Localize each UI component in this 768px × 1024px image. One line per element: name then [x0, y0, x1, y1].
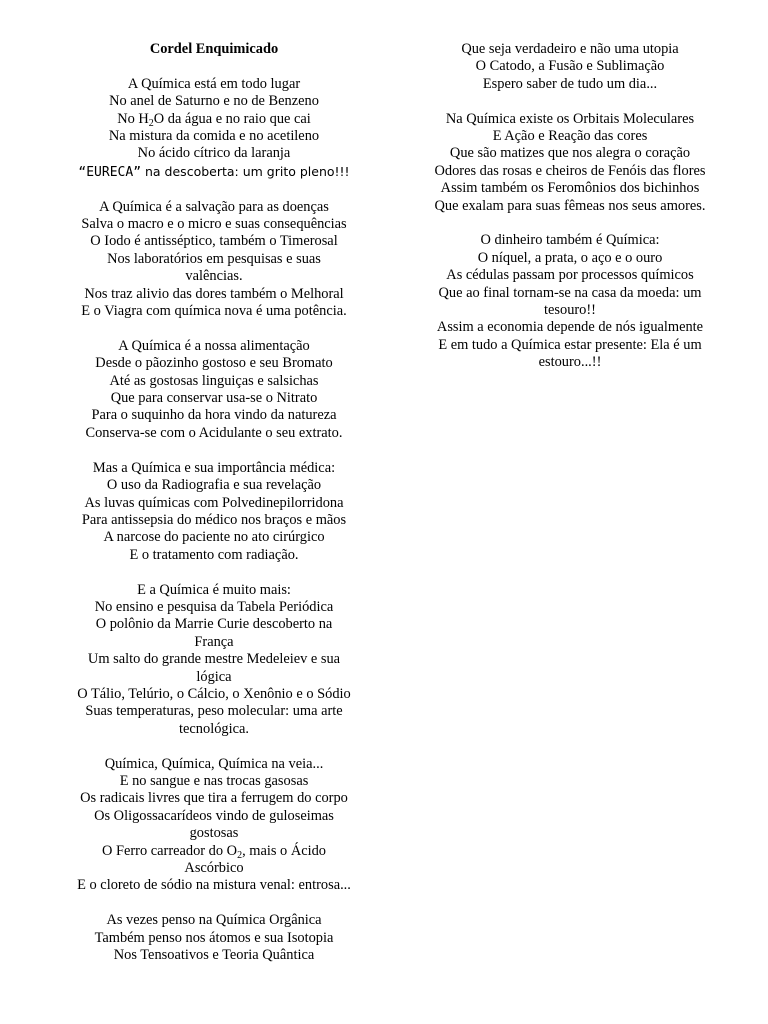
poem-line: Conserva-se com o Acidulante o seu extrato. — [85, 424, 343, 441]
poem-line: A Química é a salvação para as doenças — [99, 198, 329, 215]
poem-line: lógica — [196, 668, 232, 685]
poem-line: Nos Tensoativos e Teoria Quântica — [113, 947, 315, 964]
poem-line: O Ferro carreador do $O_2$, mais o Ácido — [102, 842, 326, 861]
poem-line: A narcose do paciente no ato cirúrgico — [103, 529, 325, 546]
poem-line: Que ao final tornam-se na casa da moeda: um — [438, 284, 702, 301]
poem-line: Até as gostosas linguiças e salsichas — [109, 372, 319, 389]
poem-line: As luvas químicas com Polvedinepilorridona — [84, 494, 344, 511]
poem-line: No ensino e pesquisa da Tabela Periódica — [94, 598, 334, 615]
subscript: 2 — [237, 849, 243, 861]
poem-line: O níquel, a prata, o aço e o ouro — [477, 249, 663, 266]
poem-line: Na Química existe os Orbitais Moleculares — [445, 110, 695, 127]
right-stanzas — [405, 41, 735, 372]
poem-line: Química, Química, Química na veia... — [104, 755, 324, 772]
poem-line: Suas temperaturas, peso molecular: uma arte — [85, 703, 343, 720]
poem-line: Desde o pãozinho gostoso e seu Bromato — [95, 355, 333, 372]
stanza — [48, 756, 380, 895]
poem-line: A Química está em todo lugar — [127, 75, 301, 92]
poem-line: Um salto do grande mestre Medeleiev e sua — [87, 651, 341, 668]
poem-line: E o cloreto de sódio na mistura venal: entrosa... — [77, 877, 351, 894]
poem-line: Assim a economia depende de nós igualmente — [436, 319, 704, 336]
stanza — [48, 338, 380, 442]
poem-line: gostosas — [189, 825, 239, 842]
poem-line: Na mistura da comida e no acetileno — [108, 128, 320, 145]
poem-line: O Catodo, a Fusão e Sublimação — [475, 58, 665, 75]
poem-line: As cédulas passam por processos químicos — [446, 267, 694, 284]
poem-line: E Ação e Reação das cores — [492, 128, 648, 145]
poem-line: Que são matizes que nos alegra o coração — [449, 145, 691, 162]
poem-line: Nos traz alivio das dores também o Melhoral — [84, 285, 344, 302]
left-stanzas — [48, 76, 380, 965]
eureca-rest: na descoberta: um grito pleno!!! — [141, 163, 350, 179]
poem-line: Assim também os Feromônios dos bichinhos — [440, 180, 700, 197]
stanza — [48, 76, 380, 181]
poem-line: França — [194, 633, 234, 650]
poem-line: tesouro!! — [544, 302, 596, 319]
poem-line: Nos laboratórios em pesquisas e suas — [107, 250, 321, 267]
poem-line: Os Oligossacarídeos vindo de guloseimas — [94, 807, 334, 824]
left-column — [48, 41, 380, 982]
poem-title: Cordel Enquimicado — [149, 41, 279, 57]
poem-line: Salva o macro e o micro e suas consequências — [81, 216, 347, 233]
poem-line: No ácido cítrico da laranja — [137, 145, 291, 162]
stanza — [48, 582, 380, 739]
poem-line: Ascórbico — [184, 860, 244, 876]
poem-line: No $H_2O$ da água e no raio que cai — [117, 110, 311, 129]
stanza — [405, 232, 735, 371]
poem-line: Que exalam para suas fêmeas nos seus amores. — [434, 197, 706, 214]
poem-line: Mas a Química e sua importância médica: — [92, 459, 336, 476]
poem-line: Também penso nos átomos e sua Isotopia — [94, 929, 334, 946]
poem-line: O dinheiro também é Química: — [480, 232, 660, 249]
poem-line: As vezes penso na Química Orgânica — [106, 912, 322, 929]
poem-line: Para antissepsia do médico nos braços e mãos — [81, 511, 347, 528]
poem-line: E o Viagra com química nova é uma potência. — [81, 303, 347, 320]
stanza — [48, 912, 380, 964]
poem-line: O Iodo é antisséptico, também o Timerosal — [90, 233, 338, 250]
poem-line: E o tratamento com radiação. — [129, 546, 299, 563]
poem-line — [48, 163, 380, 181]
stanza — [405, 41, 735, 93]
poem-line: E no sangue e nas trocas gasosas — [119, 772, 309, 789]
poem-line: E em tudo a Química estar presente: Ela é um — [438, 336, 702, 353]
eureca-word: “EURECA” — [78, 164, 142, 180]
poem-line: E a Química é muito mais: — [137, 581, 291, 598]
poem-line: O polônio da Marrie Curie descoberto na — [95, 616, 333, 633]
poem-line: tecnológica. — [179, 720, 249, 737]
stanza — [405, 111, 735, 215]
stanza — [48, 199, 380, 321]
poem-line: No anel de Saturno e no de Benzeno — [109, 93, 319, 110]
poem-line: O uso da Radiografia e sua revelação — [106, 477, 322, 494]
subscript: 2 — [148, 117, 154, 129]
poem-line: Os radicais livres que tira a ferrugem do corpo — [80, 790, 348, 807]
poem-line: Odores das rosas e cheiros de Fenóis das flores — [434, 162, 706, 179]
poem-line: O Tálio, Telúrio, o Cálcio, o Xenônio e o Sódio — [77, 685, 351, 702]
poem-line: Que para conservar usa-se o Nitrato — [110, 390, 318, 407]
poem-line: A Química é a nossa alimentação — [118, 337, 310, 354]
poem-line: Para o suquinho da hora vindo da natureza — [91, 407, 337, 424]
stanza — [48, 460, 380, 564]
poem-line: Que seja verdadeiro e não uma utopia — [461, 41, 679, 57]
poem-line: valências. — [185, 268, 243, 285]
poem-line: estouro...!! — [538, 354, 602, 371]
right-column — [405, 41, 735, 389]
poem-line: Espero saber de tudo um dia... — [482, 75, 658, 92]
